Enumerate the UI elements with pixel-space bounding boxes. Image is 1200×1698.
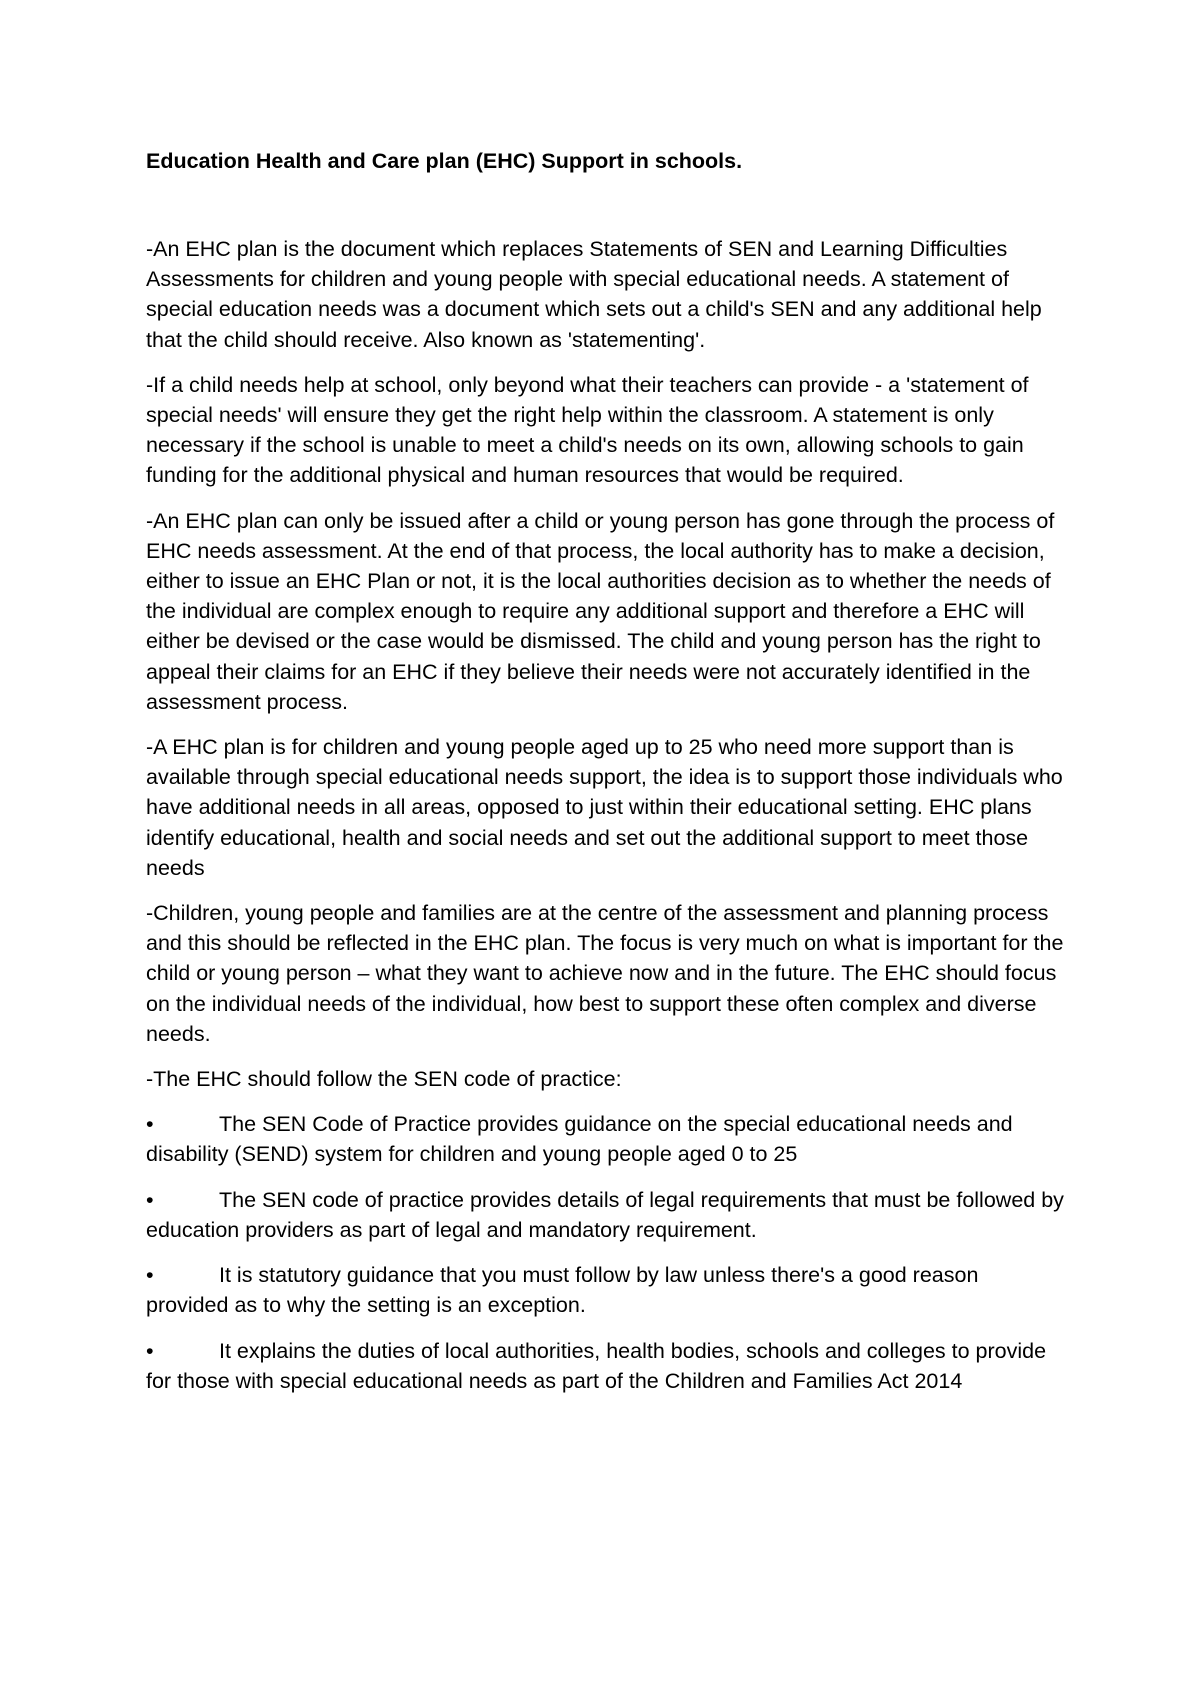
bullet-icon: • (146, 1112, 154, 1137)
bullet-item (146, 1109, 1066, 1169)
bullet-item (146, 1185, 1066, 1245)
bullet-text: The SEN code of practice provides details of legal requirements that must be followed by education providers as part of legal and mandatory requirement. (146, 1187, 1064, 1242)
bullet-icon: • (146, 1187, 154, 1212)
paragraph-needs-assessment: -An EHC plan can only be issued after a child or young person has gone through the process of EHC needs assessment. At the end of that process, the local authority has to make a decision, either to issue an EHC Plan or not, it is the local authorities decision as to whether the needs of the individual are complex enough to require any additional support and therefore a EHC will either be devised or the case would be dismissed. The child and young person has the right to appeal their claims for an EHC if they believe their needs were not accurately identified in the assessment process. (146, 508, 1055, 714)
bullet-item (146, 1336, 1066, 1396)
paragraph-statement-of-needs: -If a child needs help at school, only beyond what their teachers can provide - a 'statement of special needs' will ensure they get the right help within the classroom. A statement is only necessary if the school is unable to meet a child's needs on its own, allowing schools to gain funding for the additional physical and human resources that would be required. (146, 372, 1029, 488)
document-body (146, 146, 1066, 1411)
bullet-icon: • (146, 1338, 154, 1363)
paragraph-person-centred: -Children, young people and families are at the centre of the assessment and planning process and this should be reflected in the EHC plan. The focus is very much on what is important for the child or young person – what they want to achieve now and in the future. The EHC should focus on the individual needs of the individual, how best to support these often complex and diverse needs. (146, 901, 1064, 1046)
bullet-text: The SEN Code of Practice provides guidance on the special educational needs and disability (SEND) system for children and young people aged 0 to 25 (146, 1112, 1013, 1167)
bullet-text: It is statutory guidance that you must follow by law unless there's a good reason provided as to why the setting is an exception. (146, 1263, 979, 1318)
paragraph-ehc-definition: -An EHC plan is the document which replaces Statements of SEN and Learning Difficulties Assessments for children and young people with special educational needs. A statement of special education needs was a document which sets out a child's SEN and any additional help that the child should receive. Also known as 'statementing'. (146, 237, 1042, 352)
paragraph-age-range: -A EHC plan is for children and young people aged up to 25 who need more support than is available through special educational needs support, the idea is to support those individuals who have additional needs in all areas, opposed to just within their educational setting. EHC plans identify educational, health and social needs and set out the additional support to meet those needs (146, 735, 1063, 880)
paragraph-code-of-practice-intro: -The EHC should follow the SEN code of practice: (146, 1067, 622, 1092)
document-title: Education Health and Care plan (EHC) Support in schools. (146, 149, 743, 173)
bullet-icon: • (146, 1263, 154, 1288)
bullet-item (146, 1260, 1066, 1320)
bullet-text: It explains the duties of local authorities, health bodies, schools and colleges to provide for those with special educational needs as part of the Children and Families Act 2014 (146, 1338, 1047, 1393)
